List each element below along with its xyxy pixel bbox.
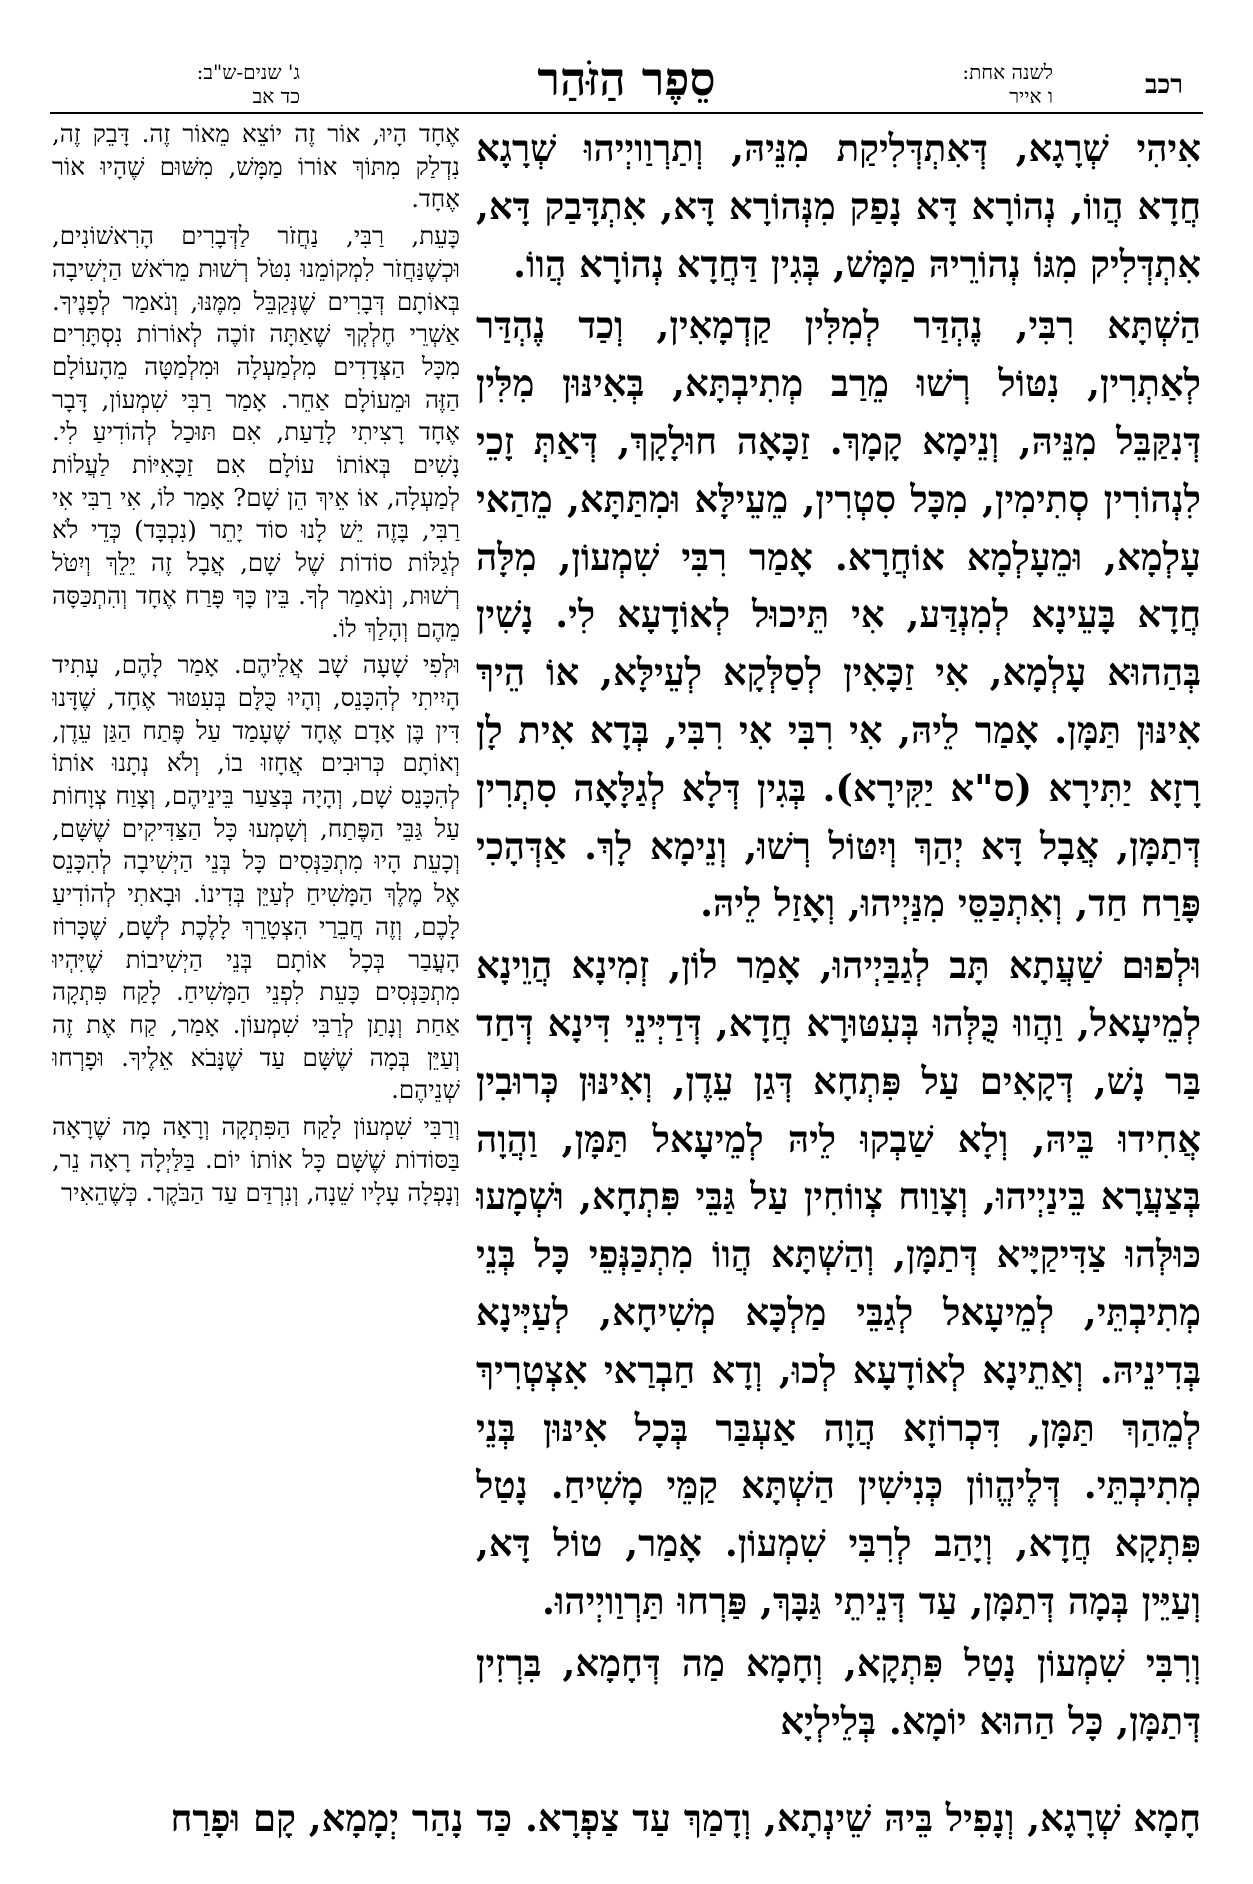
header-right-line1: לשנה אחת: (962, 60, 1053, 84)
side-paragraph: אֶחָד הָיוּ, אוֹר זֶה יוֹצֵא מֵאוֹר זֶה. דָּבֵק זֶה, נִדְלַק מִתּוֹךְ אוֹרוֹ מַמָּשׁ, מִשּׁוּם שֶׁהָיוּ אוֹר אֶחָד. (52, 119, 460, 214)
side-paragraph: וְרַבִּי שִׁמְעוֹן לָקַח הַפִּתְקָה וְרָאָה מָה שֶׁרָאָה בַּסּוֹדוֹת שֶׁשָּׁם כָּל אוֹתוֹ יוֹם. בַּלַּיְלָה רָאָה נֵר, וְנָפְלָה עָלָיו שֵׁנָה, וְנִרְדַּם עַד הַבֹּקֶר. כְּשֶׁהֵאִיר (52, 1112, 460, 1207)
main-paragraph: וְרִבִּי שִׁמְעוֹן נָטַל פִּתְקָא, וְחָמָא מַה דְּחָמָא, בִּרְזִין דְּתַמָּן, כָּל הַהוּא יוֹמָא. בְּלֵילְיָא (476, 1640, 1201, 1743)
main-paragraph: וּלְפוּם שַׁעֲתָא תָּב לְגַבַּיְיהוּ, אָמַר לוֹן, זְמִינָא הֲוֵינָא לְמֵיעָאל, וַהֲווּ כֻּלְּהוּ בְּעִטּוּרָא חֲדָא, דְּדַיְּינֵי דִּינָא דְּחַד בַּר נָשׁ, דְּקָאִים עַל פִּתְחָא דְּגַן עֵדֶן, וְאִינּוּן כְּרוּבִין אֲחִידוּ בֵּיהּ, וְלָא שַׁבְקוּ לֵיהּ לְמֵיעָאל תַּמָּן, וַהֲוָה בְּצַעֲרָא בֵּינַיְיהוּ, וְצָוַוח צְווֹחִין עַל גַּבֵּי פִּתְחָא, וּשְׁמָעוּ כּוּלְּהוּ צַדִּיקַיָּיא דְּתַמָּן, וְהַשְׁתָּא הֲווֹ מִתְכַּנְּפֵי כָּל בְּנֵי מְתִיבְתֵּי, לְמֵיעָאל לְגַבֵּי מַלְכָּא מְשִׁיחָא, לְעַיְּינָא בְּדִינֵיהּ. וְאַתֵינָא לְאוֹדָעָא לְכוּ, וְדָא חַבְרַאי אִצְטְרִיךְ לְמֵהַךְ תַּמָּן, דִּכְרוֹזָא הֲוָה אַעְבַּר בְּכָל אִינּוּן בְּנֵי מְתִיבְתֵּי. דְּלֶיהֱווֹן כְּנִישִׁין הַשְׁתָּא קַמֵּי מָשִׁיחַ. נָטַל פִּתְקָא חֲדָא, וְיָהַב לְרִבִּי שִׁמְעוֹן. אָמַר, טוֹל דָּא, וְעַיֵּין בְּמָה דְּתַמָּן, עַד דְּנֵיתֵי גַּבָּךְ, פַּרְחוּ תַּרְוַויְיהוּ. (476, 943, 1201, 1623)
main-paragraph: אִיהִי שְׁרָגָא, דְּאִתְדְּלִיקַת מִנֵּיהּ, וְתַרְוַויְיהוּ שְׁרָגָא חֲדָא הֲווֹ, נְהוֹרָא דָּא נָפַק מִנְּהוֹרָא דָּא, אִתְדָּבַק דָּא, אִתְדְּלִיק מִגּוֹ נְהוֹרֵיהּ מַמָּשׁ, בְּגִין דַּחֲדָא נְהוֹרָא הֲווֹ. (476, 126, 1201, 286)
header-left-line2: כד אב (252, 84, 300, 108)
main-paragraph: הַשְׁתָּא רִבִּי, נֶהְדַּר לְמִלִּין קַדְמָאִין, וְכַד נֶהְדַּר לְאַתְרִין, נִטּוֹל רְשׁוּ מֵרַב מְתִיבְתָּא, בְּאִינּוּן מִלִּין דְּנִקַּבֵּל מִנֵּיהּ, וְנֵימָא קָמָךְ. זַכָּאָה חוּלָקָךְ, דְּאַתְּ זָכֵי לִנְהוֹרִין סְתִימִין, מִכָּל סִטְרִין, מֵעֵילָּא וּמִתַּתָּא, מֵהַאי עָלְמָא, וּמֵעָלְמָא אוֹחֲרָא. אָמַר רִבִּי שִׁמְעוֹן, מִלָּה חֲדָא בָּעֵינָא לְמִנְדַּע, אִי תֵּיכוּל לְאוֹדָעָא לִי. נָשִׁין בְּהַהוּא עָלְמָא, אִי זַכָּאִין לְסַלְּקָא לְעֵילָּא, אוֹ הֵיךְ אִינּוּן תַּמָּן. אָמַר לֵיהּ, אִי רִבִּי אִי רִבִּי, בְּדָא אִית לָן רָזָא יַתִּירָא (ס"א יַקִּירָא). בְּגִין דְּלָא לְגַלָּאָה סִתְרִין דְּתַמָּן, אֲבָל דָּא יְהַךְ וְיִטּוֹל רְשׁוּ, וְנֵימָא לָךְ. אַדְּהָכִי פָּרַח חַד, וְאִתְכַּסֵּי מִנַּיְיהוּ, וְאָזַל לֵיהּ. (476, 303, 1201, 926)
bottom-full-width-line: חָמָא שְׁרָגָא, וְנָפִיל בֵּיהּ שֵׁינְתָא, וְדָמַךְ עַד צַפְרָא. כַּד נָהַר יְמָמָא, קָם וּפָרַח (170, 1796, 1201, 1840)
side-paragraph: וּלְפִי שָׁעָה שָׁב אֲלֵיהֶם. אָמַר לָהֶם, עָתִיד הָיִיתִי לְהִכָּנֵס, וְהָיוּ כֻּלָּם בְּעִטּוּר אֶחָד, שֶׁדָּנוּ דִּין בֶּן אָדָם אֶחָד שֶׁעָמַד עַל פֶּתַח הַגַּן עֵדֶן, וְאוֹתָם כְּרוּבִים אֲחָזוּ בוֹ, וְלֹא נְתָנוּ אוֹתוֹ לְהִכָּנֵס שָׁם, וְהָיָה בְּצַעַר בֵּינֵיהֶם, וְצָוַח צְוָחוֹת עַל גַּבֵּי הַפֶּתַח, וְשָׁמְעוּ כָּל הַצַּדִּיקִים שֶׁשָּׁם, וְכָעֵת הָיוּ מִתְכַּנְּסִים כָּל בְּנֵי הַיְשִׁיבָה לְהִכָּנֵס אֶל מֶלֶךְ הַמָּשִׁיחַ לְעַיֵּן בְּדִינוֹ. וּבָאתִי לְהוֹדִיעַ לָכֶם, וְזֶה חֲבֵרַי הִצְטָרֵךְ לָלֶכֶת לְשָׁם, שֶׁכָּרוֹז הָעֳבַר בְּכָל אוֹתָם בְּנֵי הַיְשִׁיבוֹת שֶׁיִּהְיוּ מִתְכַּנְּסִים כָּעֵת לִפְנֵי הַמָּשִׁיחַ. לָקַח פִּתְקָה אַחַת וְנָתַן לְרַבִּי שִׁמְעוֹן. אָמַר, קַח אֶת זֶה וְעַיֵּן בְּמָה שֶׁשָּׁם עַד שֶׁנָּבֹא אֵלֶיךָ. וּפָרְחוּ שְׁנֵיהֶם. (52, 650, 460, 1105)
side-paragraph: כָּעֵת, רַבִּי, נַחֲזֹר לַדְּבָרִים הָרִאשׁוֹנִים, וּכְשֶׁנַּחֲזֹר לִמְקוֹמֵנוּ נִטֹּל רְשׁוּת מֵרֹאשׁ הַיְשִׁיבָה בְּאוֹתָם דְּבָרִים שֶׁנְּקַבֵּל מִמֶּנּוּ, וְנֹאמַר לְפָנֶיךָ. אַשְׁרֵי חֶלְקְךָ שֶׁאַתָּה זוֹכֶה לְאוֹרוֹת נִסְתָּרִים מִכָּל הַצְּדָדִים מִלְמַעְלָה וּמִלְמַטָּה מֵהָעוֹלָם הַזֶּה וּמֵעוֹלָם אַחֵר. אָמַר רַבִּי שִׁמְעוֹן, דָּבָר אֶחָד רָצִיתִי לָדַעַת, אִם תּוּכַל לְהוֹדִיעַ לִי. נָשִׁים בְּאוֹתוֹ עוֹלָם אִם זַכָּאִיּוֹת לַעֲלוֹת לְמַעְלָה, אוֹ אֵיךְ הֵן שָׁם? אָמַר לוֹ, אִי רַבִּי אִי רַבִּי, בָּזֶה יֵשׁ לָנוּ סוֹד יָתֵר (נִכְבָּד) כְּדֵי לֹא לְגַלּוֹת סוֹדוֹת שֶׁל שָׁם, אֲבָל זֶה יֵלֵךְ וְיִטֹּל רְשׁוּת, וְנֹאמַר לְךָ. בֵּין כָּךְ פָּרַח אֶחָד וְהִתְכַּסָּה מֵהֶם וְהָלַךְ לוֹ. (52, 221, 460, 643)
hebrew-translation-column (52, 118, 460, 1658)
book-title: סֵפֶר הַזֹּהַר (537, 52, 716, 106)
header-left-line1: ג' שנים-ש"ב: (196, 60, 300, 84)
main-aramaic-column (476, 120, 1201, 1770)
header-divider (50, 112, 1203, 114)
header-left-note (80, 60, 300, 120)
page-number: רכב (1144, 70, 1183, 100)
header-right-line2: ו אייר (1009, 84, 1053, 108)
